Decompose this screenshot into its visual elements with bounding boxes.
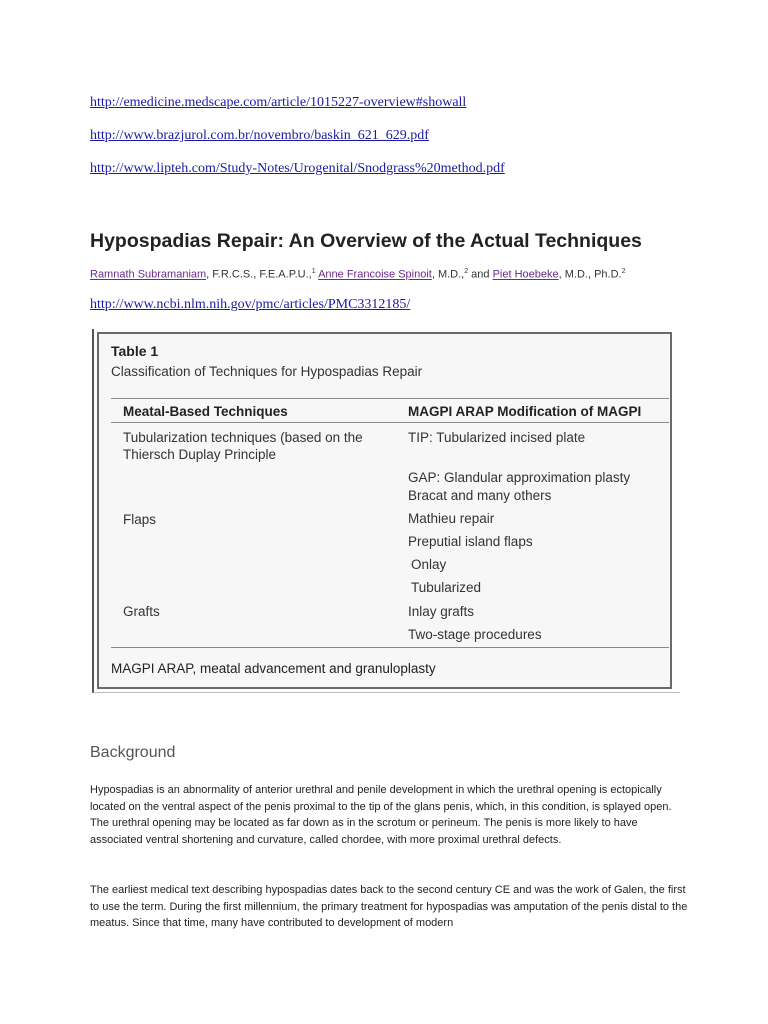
table-cell-left: Grafts — [123, 604, 160, 619]
table-caption: Classification of Techniques for Hypospadias Repair — [111, 364, 423, 379]
author-line — [90, 268, 626, 281]
affiliation-marker: 1 — [311, 268, 316, 275]
author-credentials: , F.R.C.S., F.E.A.P.U., — [206, 268, 312, 281]
link-ncbi[interactable]: http://www.ncbi.nlm.nih.gov/pmc/articles/PMC3312185/ — [90, 297, 411, 312]
article-title: Hypospadias Repair: An Overview of the Actual Techniques — [90, 230, 642, 252]
table-cell-right: Preputial island flaps — [408, 534, 533, 549]
author-credentials: , M.D., Ph.D. — [558, 268, 622, 281]
table-cell-left: Tubularization techniques (based on the — [123, 430, 363, 445]
table-cell-right: Inlay grafts — [408, 604, 475, 619]
table-footnote: MAGPI ARAP, meatal advancement and granuloplasty — [111, 661, 436, 676]
table-cell-left: Flaps — [123, 512, 157, 527]
author-joiner: and — [468, 268, 493, 281]
section-heading-background: Background — [90, 744, 176, 761]
author-link-subramaniam[interactable]: Ramnath Subramaniam — [90, 268, 207, 281]
link-medscape[interactable]: http://emedicine.medscape.com/article/1015227-overview#showall — [90, 95, 467, 110]
table-rule-header — [111, 422, 669, 423]
author-credentials: , M.D., — [431, 268, 465, 281]
table-cell-right: Mathieu repair — [408, 511, 495, 526]
table-box — [97, 332, 672, 689]
table-cell-left: Thiersch Duplay Principle — [123, 447, 277, 462]
table-cell-right: Two-stage procedures — [408, 627, 542, 642]
affiliation-marker: 2 — [621, 268, 626, 275]
table-label: Table 1 — [111, 343, 159, 359]
link-brazjurol[interactable]: http://www.brazjurol.com.br/novembro/baskin_621_629.pdf — [90, 128, 429, 143]
background-paragraph: Hypospadias is an abnormality of anterior urethral and penile development in which the urethral opening is ectopically located on the ventral aspect of the penis proximal to the tip of the glans penis, which, in this condition, is splayed open. The urethral opening may be located as far down as in the scrotum or perineum. The penis is more likely to have associated ventral shortening and curvature, called chordee, with more proximal urethral defects. — [90, 784, 672, 846]
table-header-right: MAGPI ARAP Modification of MAGPI — [408, 404, 642, 419]
background-paragraph: The earliest medical text describing hypospadias dates back to the second century CE and was the work of Galen, the first to use the term. During the first millennium, the primary treatment for hypospadias was amputation of the penis distal to the meatus. Since that time, many have contributed to development of modern — [90, 884, 688, 929]
table-cell-right: TIP: Tubularized incised plate — [408, 430, 586, 445]
table-header-left: Meatal-Based Techniques — [123, 404, 288, 419]
table-figure — [92, 329, 680, 693]
author-link-hoebeke[interactable]: Piet Hoebeke — [492, 268, 559, 281]
author-link-spinoit[interactable]: Anne Francoise Spinoit — [318, 268, 432, 281]
table-cell-right: GAP: Glandular approximation plasty — [408, 470, 631, 485]
table-rule-bottom — [111, 647, 669, 648]
table-cell-right: Bracat and many others — [408, 488, 552, 503]
table-cell-right: Tubularized — [411, 580, 482, 595]
affiliation-marker: 2 — [464, 268, 469, 275]
table-cell-right: Onlay — [411, 557, 447, 572]
link-lipteh[interactable]: http://www.lipteh.com/Study-Notes/Urogenital/Snodgrass%20method.pdf — [90, 161, 505, 176]
table-rule-top — [111, 398, 669, 399]
